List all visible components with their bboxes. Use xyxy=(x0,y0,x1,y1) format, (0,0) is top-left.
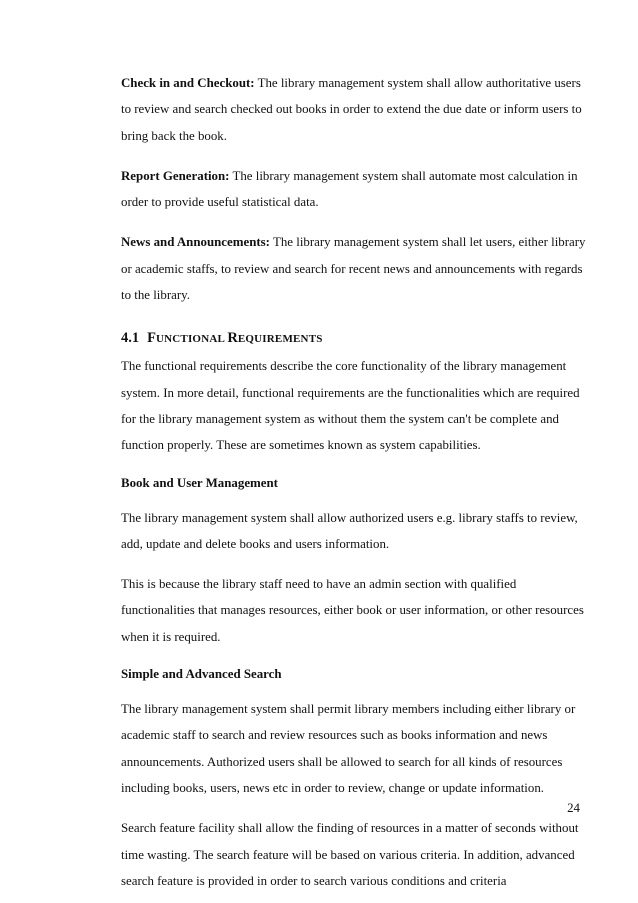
paragraph-book-user-1: The library management system shall allow authorized users e.g. library staffs to review, add, update and delete books and users information. xyxy=(121,510,578,551)
paragraph-check-in-checkout xyxy=(121,70,591,149)
paragraph-news-announcements xyxy=(121,229,591,308)
paragraph-search-1: The library management system shall permit library members including either library or academic staff to search and review resources such as books information and news announcements. Authorized users shall be allowed to search for all kinds of resources including books, users, news etc in order to review, change or update information. xyxy=(121,702,576,795)
paragraph-lead: Check in and Checkout: xyxy=(121,76,255,90)
section-title-initial: F xyxy=(147,330,156,347)
paragraph-search-2: Search feature facility shall allow the finding of resources in a matter of seconds without time wasting. The search feature will be based on various criteria. In addition, advanced search feature is provided in order to search various conditions and criteria xyxy=(121,821,579,888)
paragraph-report-generation xyxy=(121,163,591,216)
section-intro-paragraph: The functional requirements describe the core functionality of the library management system. In more detail, functional requirements are the functionalities which are required for the library management system as without them the system can't be complete and function properly. These are sometimes known as system capabilities. xyxy=(121,359,580,453)
paragraph-text: The library management system shall let users, either library or academic staffs, to review and search for recent news and announcements with regards to the library. xyxy=(121,235,586,303)
paragraph-text: The library management system shall automate most calculation in order to provide useful statistical data. xyxy=(121,168,578,210)
page-number: 24 xyxy=(567,801,580,815)
page-content xyxy=(121,70,591,894)
paragraph-lead: Report Generation: xyxy=(121,168,230,183)
section-heading xyxy=(121,328,591,349)
section-number: 4.1 xyxy=(121,330,140,347)
paragraph-lead: News and Announcements: xyxy=(121,235,270,250)
section-title-rest: UNCTIONAL xyxy=(155,333,228,346)
subsection-heading-search: Simple and Advanced Search xyxy=(121,667,282,682)
paragraph-book-user-2: This is because the library staff need to have an admin section with qualified functionalities that manages resources, either book or user information, or other resources when it is required. xyxy=(121,577,584,644)
section-title-initial: R xyxy=(227,330,238,347)
section-title-rest: EQUIREMENTS xyxy=(237,333,323,346)
paragraph-text: The library management system shall allow authoritative users to review and search checked out books in order to extend the due date or inform users to bring back the book. xyxy=(121,76,582,143)
subsection-heading-book-user-management: Book and User Management xyxy=(121,475,278,490)
